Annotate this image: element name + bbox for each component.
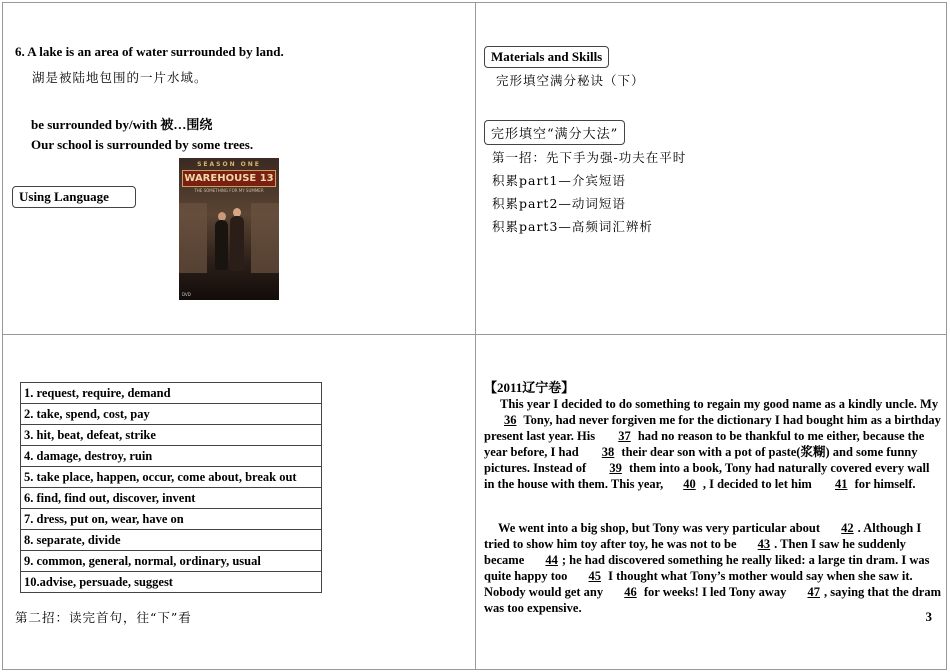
poster-season: SEASON ONE <box>197 161 261 168</box>
method-line-3: 积累part2—动词短语 <box>492 196 626 211</box>
blank-42: 42 <box>841 521 854 535</box>
poster-figure-man <box>215 220 228 270</box>
dvd-poster-image <box>179 158 279 300</box>
blank-44: 44 <box>545 553 558 567</box>
exam-heading: 【2011辽宁卷】 <box>484 380 575 395</box>
poster-shelf-right <box>251 203 279 273</box>
poster-dvd-logo: DVD <box>182 292 191 297</box>
blank-47: 47 <box>807 585 820 599</box>
method-label: 完形填空“满分大法” <box>484 120 625 145</box>
page-number: 3 <box>925 609 932 624</box>
phrase-line: be surrounded by/with 被…围绕 <box>31 117 213 132</box>
poster-title: WAREHOUSE 13 <box>182 170 276 187</box>
slide-top-right <box>475 2 947 335</box>
blank-46: 46 <box>624 585 637 599</box>
passage-paragraph-2: We went into a big shop, but Tony was very particular about 42 . Although I tried to show him toy after toy, he was not to be 43 . Then I saw he suddenly became 44 ; he had discovered something he really liked: a large tin dram. I was quite happy too 45 I thought what Tony’s mother would say when she saw it. Nobody would get any 46 for weeks! I led Tony away 47 , saying that the dram was too expensive. <box>484 521 942 615</box>
poster-tagline: THE SOMETHING FOR MY SUMMER <box>194 188 264 193</box>
blank-37: 37 <box>618 429 631 443</box>
table-row: 4. damage, destroy, ruin <box>21 446 322 467</box>
table-row: 8. separate, divide <box>21 530 322 551</box>
table-row: 6. find, find out, discover, invent <box>21 488 322 509</box>
blank-40: 40 <box>683 477 696 491</box>
blank-38: 38 <box>601 445 615 459</box>
materials-skills-label: Materials and Skills <box>484 46 609 68</box>
slide-top-left <box>2 2 476 335</box>
table-row: 2. take, spend, cost, pay <box>21 404 322 425</box>
passage-paragraph-1: This year I decided to do something to regain my good name as a kindly uncle. My 36 Tony, had never forgiven me for the dictionary I had bought him as a birthday present last year. His 37 had no reason to be thankful to me either, because the year before, I had 38 their dear son with a pot of paste(浆糊) and some funny pictures. Instead of 39 them into a book, Tony had naturally covered every wall in the house with them. This year, 40 , I decided to let him 41 for himself. <box>484 397 941 491</box>
method-line-1: 第一招：先下手为强-功夫在平时 <box>492 150 687 165</box>
item-title: 6. A lake is an area of water surrounded by land. <box>15 44 284 59</box>
blank-36: 36 <box>504 413 517 427</box>
blank-43: 43 <box>757 537 771 551</box>
word-groups-table <box>20 382 322 593</box>
table-row: 5. take place, happen, occur, come about, break out <box>21 467 322 488</box>
slide-bottom-left <box>2 334 476 670</box>
section-subtitle: 完形填空满分秘诀（下） <box>496 73 645 88</box>
poster-shelf-left <box>179 203 207 273</box>
item-translation: 湖是被陆地包围的一片水域。 <box>32 70 208 85</box>
method-line-4: 积累part3—高频词汇辨析 <box>492 219 653 234</box>
blank-39: 39 <box>609 461 622 475</box>
table-row: 10.advise, persuade, suggest <box>21 572 322 593</box>
table-row: 9. common, general, normal, ordinary, usual <box>21 551 322 572</box>
method-line-2: 积累part1—介宾短语 <box>492 173 626 188</box>
table-row: 7. dress, put on, wear, have on <box>21 509 322 530</box>
poster-figure-woman <box>230 216 244 271</box>
blank-45: 45 <box>588 569 601 583</box>
example-sentence: Our school is surrounded by some trees. <box>31 137 254 152</box>
using-language-button[interactable]: Using Language <box>12 186 136 208</box>
table-row: 3. hit, beat, defeat, strike <box>21 425 322 446</box>
method-two-footer: 第二招：读完首句，往“下”看 <box>15 610 192 625</box>
table-row: 1. request, require, demand <box>21 383 322 404</box>
blank-41: 41 <box>834 477 848 491</box>
slide-bottom-right <box>475 334 947 670</box>
